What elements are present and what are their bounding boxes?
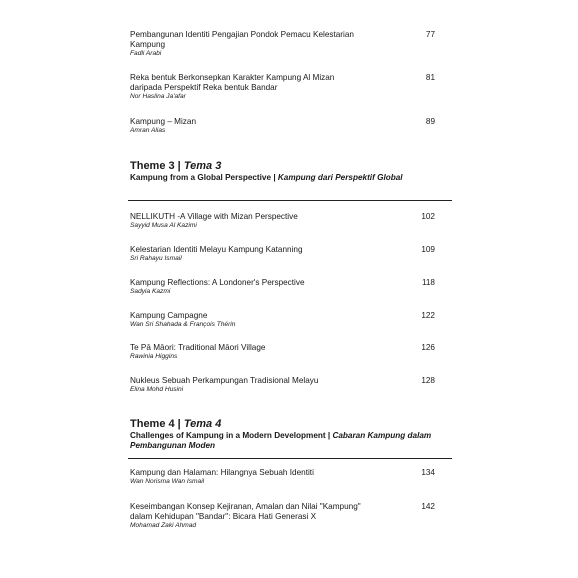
toc-entry[interactable] bbox=[130, 468, 440, 486]
section-divider bbox=[128, 458, 452, 459]
toc-entry[interactable] bbox=[130, 212, 440, 230]
entry-title: Kampung Campagne bbox=[130, 311, 208, 320]
entry-author: Fadli Arabi bbox=[130, 50, 162, 57]
theme-4-heading: Theme 4 | Tema 4 bbox=[130, 418, 222, 430]
entry-title: Te Pā Māori: Traditional Māori Village bbox=[130, 343, 266, 352]
entry-page-number: 122 bbox=[421, 311, 435, 320]
entry-author: Nor Haslina Ja'afar bbox=[130, 93, 186, 100]
entry-title: Kampung Reflections: A Londoner's Perspective bbox=[130, 278, 305, 287]
theme-4-section-header bbox=[130, 418, 450, 450]
toc-entry[interactable] bbox=[130, 376, 440, 394]
entry-title: Kampung dan Halaman: Hilangnya Sebuah Identiti bbox=[130, 468, 314, 477]
toc-entry[interactable] bbox=[130, 245, 440, 263]
entry-author: Sadyia Kazmi bbox=[130, 288, 171, 295]
theme-3-subheading: Kampung from a Global Perspective | Kampung dari Perspektif Global bbox=[130, 173, 403, 182]
entry-title: Reka bentuk Berkonsepkan Karakter Kampung Al Mizan daripada Perspektif Reka bentuk Bandar bbox=[130, 73, 335, 92]
entry-page-number: 134 bbox=[421, 468, 435, 477]
entry-page-number: 118 bbox=[421, 278, 435, 287]
entry-page-number: 128 bbox=[421, 376, 435, 385]
entry-page-number: 77 bbox=[425, 30, 435, 39]
entry-author: Mohamad Zaki Ahmad bbox=[130, 522, 197, 529]
entry-author: Sri Rahayu Ismail bbox=[130, 255, 182, 262]
toc-entry[interactable] bbox=[130, 117, 440, 135]
entry-page-number: 126 bbox=[421, 343, 435, 352]
theme-3-heading: Theme 3 | Tema 3 bbox=[130, 160, 222, 172]
entry-author: Amran Alias bbox=[130, 127, 166, 134]
entry-title: Pembangunan Identiti Pengajian Pondok Pemacu Kelestarian Kampung bbox=[130, 30, 354, 49]
toc-entry[interactable] bbox=[130, 278, 440, 296]
entry-author: Rawinia Higgins bbox=[130, 353, 178, 360]
entry-page-number: 89 bbox=[425, 117, 435, 126]
entry-title: NELLIKUTH -A Village with Mizan Perspective bbox=[130, 212, 298, 221]
entry-title: Nukleus Sebuah Perkampungan Tradisional Melayu bbox=[130, 376, 319, 385]
entry-author: Sayyid Musa Al Kazimi bbox=[130, 222, 197, 229]
toc-entry[interactable] bbox=[130, 502, 440, 530]
entry-title: Keseimbangan Konsep Kejiranan, Amalan dan Nilai "Kampung" dalam Kehidupan "Bandar": Bicara Hati Generasi X bbox=[130, 502, 361, 521]
entry-page-number: 81 bbox=[425, 73, 435, 82]
toc-entry[interactable] bbox=[130, 30, 440, 58]
entry-author: Elina Mohd Husini bbox=[130, 386, 184, 393]
entry-author: Wan Norisma Wan Ismail bbox=[130, 478, 205, 485]
entry-page-number: 102 bbox=[421, 212, 435, 221]
section-divider bbox=[128, 200, 452, 201]
entry-title: Kelestarian Identiti Melayu Kampung Katanning bbox=[130, 245, 303, 254]
entry-page-number: 142 bbox=[421, 502, 435, 511]
toc-entry[interactable] bbox=[130, 73, 440, 101]
toc-entry[interactable] bbox=[130, 311, 440, 329]
entry-title: Kampung – Mizan bbox=[130, 117, 196, 126]
entry-page-number: 109 bbox=[421, 245, 435, 254]
toc-entry[interactable] bbox=[130, 343, 440, 361]
entry-author: Wan Sri Shahada & François Thérin bbox=[130, 321, 236, 328]
theme-3-section-header bbox=[130, 160, 450, 183]
theme-4-subheading: Challenges of Kampung in a Modern Development | Cabaran Kampung dalam Pembangunan Moden bbox=[130, 431, 432, 450]
